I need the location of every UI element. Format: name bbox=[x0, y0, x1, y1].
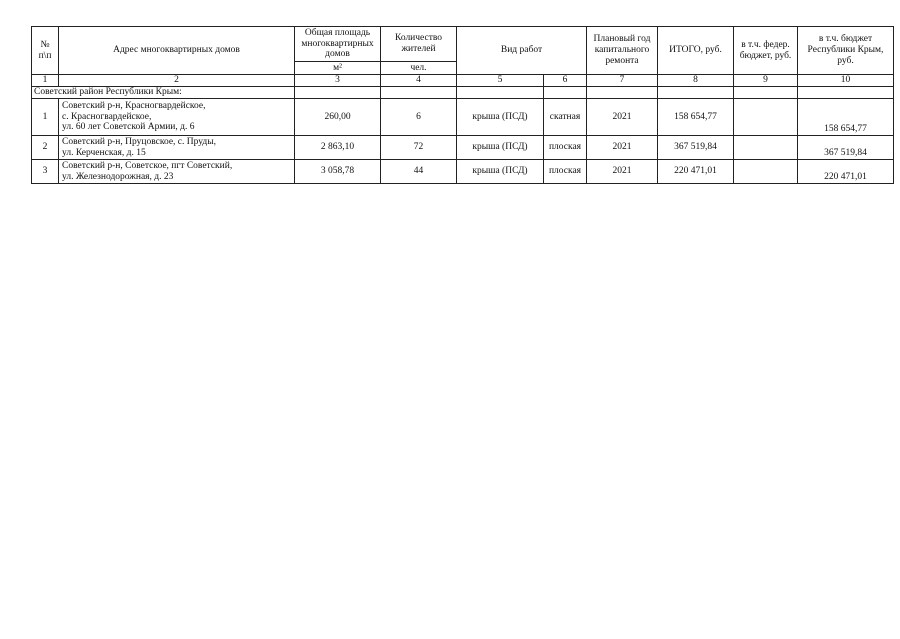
row-total: 158 654,77 bbox=[658, 99, 734, 136]
row-address bbox=[59, 136, 295, 160]
column-number: 3 bbox=[295, 75, 381, 87]
row-work: крыша (ПСД) bbox=[457, 136, 544, 160]
row-residents: 72 bbox=[381, 136, 457, 160]
table-row bbox=[32, 136, 894, 160]
column-number: 5 bbox=[457, 75, 544, 87]
row-republic: 220 471,01 bbox=[798, 160, 894, 184]
header-residents: Количество жителей bbox=[381, 27, 457, 62]
row-republic: 367 519,84 bbox=[798, 136, 894, 160]
header-work-type: Вид работ bbox=[457, 27, 587, 75]
row-address bbox=[59, 160, 295, 184]
address-line: Советский р-н, Советское, пгт Советский, bbox=[62, 160, 233, 171]
column-number: 10 bbox=[798, 75, 894, 87]
empty-cell bbox=[658, 87, 734, 99]
header-plan-year: Плановый год капитального ремонта bbox=[587, 27, 658, 75]
row-federal bbox=[734, 160, 798, 184]
empty-cell bbox=[457, 87, 544, 99]
row-roof-type: плоская bbox=[544, 136, 587, 160]
row-residents: 6 bbox=[381, 99, 457, 136]
empty-cell bbox=[798, 87, 894, 99]
row-total: 220 471,01 bbox=[658, 160, 734, 184]
address-line: с. Красногвардейское, bbox=[62, 111, 152, 122]
row-number: 1 bbox=[32, 99, 59, 136]
column-number: 2 bbox=[59, 75, 295, 87]
row-roof-type: плоская bbox=[544, 160, 587, 184]
header-total: ИТОГО, руб. bbox=[658, 27, 734, 75]
unit-area: м² bbox=[295, 62, 381, 75]
row-year: 2021 bbox=[587, 136, 658, 160]
district-label: Советский район Республики Крым: bbox=[32, 87, 295, 99]
column-number-row bbox=[32, 75, 894, 87]
empty-cell bbox=[587, 87, 658, 99]
row-number: 2 bbox=[32, 136, 59, 160]
empty-cell bbox=[734, 87, 798, 99]
row-year: 2021 bbox=[587, 99, 658, 136]
row-federal bbox=[734, 99, 798, 136]
header-area: Общая площадь многоквартирных домов bbox=[295, 27, 381, 62]
row-area: 2 863,10 bbox=[295, 136, 381, 160]
empty-cell bbox=[295, 87, 381, 99]
district-row bbox=[32, 87, 894, 99]
column-number: 8 bbox=[658, 75, 734, 87]
header-row bbox=[32, 27, 894, 62]
table-row bbox=[32, 160, 894, 184]
repair-schedule-table bbox=[31, 26, 894, 184]
empty-cell bbox=[381, 87, 457, 99]
column-number: 4 bbox=[381, 75, 457, 87]
column-number: 6 bbox=[544, 75, 587, 87]
header-federal: в т.ч. федер. бюджет, руб. bbox=[734, 27, 798, 75]
row-residents: 44 bbox=[381, 160, 457, 184]
row-republic: 158 654,77 bbox=[798, 99, 894, 136]
row-area: 3 058,78 bbox=[295, 160, 381, 184]
row-work: крыша (ПСД) bbox=[457, 99, 544, 136]
address-line: ул. 60 лет Советской Армии, д. 6 bbox=[62, 122, 195, 133]
header-address: Адрес многоквартирных домов bbox=[59, 27, 295, 75]
row-total: 367 519,84 bbox=[658, 136, 734, 160]
table-row bbox=[32, 99, 894, 136]
row-address bbox=[59, 99, 295, 136]
address-line: ул. Керченская, д. 15 bbox=[62, 147, 146, 158]
address-line: Советский р-н, Пруцовское, с. Пруды, bbox=[62, 136, 216, 147]
address-line: ул. Железнодорожная, д. 23 bbox=[62, 171, 174, 182]
row-work: крыша (ПСД) bbox=[457, 160, 544, 184]
unit-residents: чел. bbox=[381, 62, 457, 75]
row-roof-type: скатная bbox=[544, 99, 587, 136]
row-area: 260,00 bbox=[295, 99, 381, 136]
header-num: № п\п bbox=[32, 27, 59, 75]
row-federal bbox=[734, 136, 798, 160]
column-number: 9 bbox=[734, 75, 798, 87]
address-line: Советский р-н, Красногвардейское, bbox=[62, 100, 206, 111]
row-number: 3 bbox=[32, 160, 59, 184]
column-number: 7 bbox=[587, 75, 658, 87]
column-number: 1 bbox=[32, 75, 59, 87]
empty-cell bbox=[544, 87, 587, 99]
header-republic: в т.ч. бюджет Республики Крым, руб. bbox=[798, 27, 894, 75]
row-year: 2021 bbox=[587, 160, 658, 184]
